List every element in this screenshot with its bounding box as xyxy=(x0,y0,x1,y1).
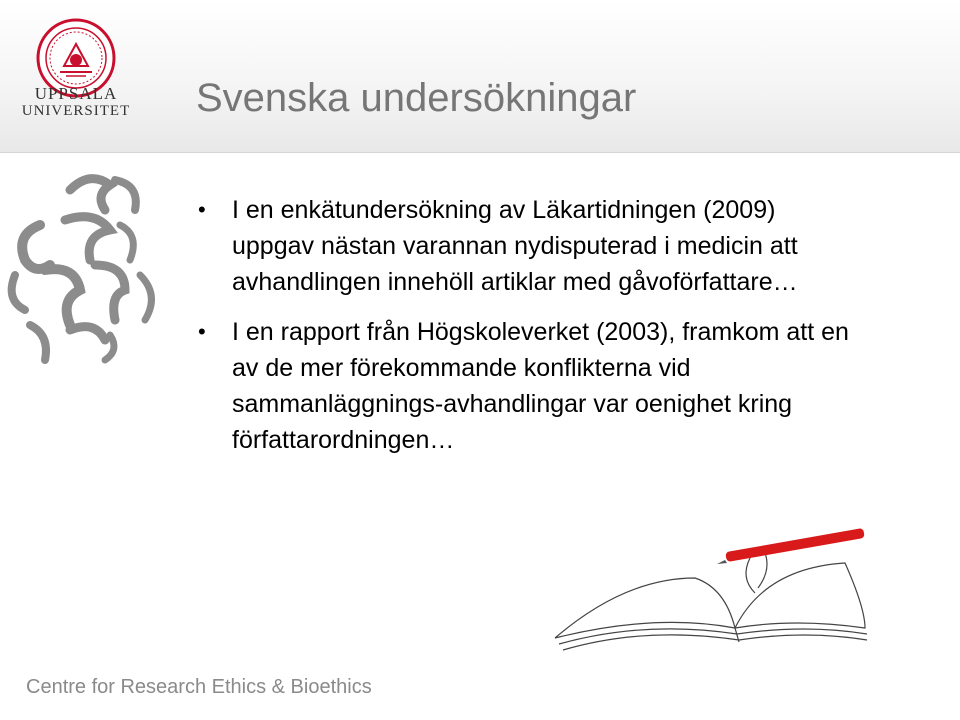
footer-text: Centre for Research Ethics & Bioethics xyxy=(26,676,372,698)
university-name xyxy=(16,84,136,120)
university-name-line1: UPPSALA xyxy=(34,84,118,103)
calligraphy-decoration xyxy=(0,165,175,365)
bullet-item xyxy=(196,192,856,300)
bullet-list xyxy=(196,192,856,472)
bullet-marker: • xyxy=(198,319,206,344)
bullet-text: I en rapport från Högskoleverket (2003), framkom att en av de mer förekommande konflikterna vid sammanläggnings-avhandlingar var oenighet kring författarordningen… xyxy=(232,318,849,454)
bullet-marker: • xyxy=(198,197,206,222)
header-divider xyxy=(0,152,960,153)
bullet-item xyxy=(196,314,856,458)
book-and-pen-illustration xyxy=(545,518,875,663)
slide-title: Svenska undersökningar xyxy=(196,76,637,120)
university-name-line2: UNIVERSITET xyxy=(21,103,131,119)
bullet-text: I en enkätundersökning av Läkartidningen (2009) uppgav nästan varannan nydisputerad i medicin att avhandlingen innehöll artiklar med gåvoförfattare… xyxy=(232,196,798,296)
